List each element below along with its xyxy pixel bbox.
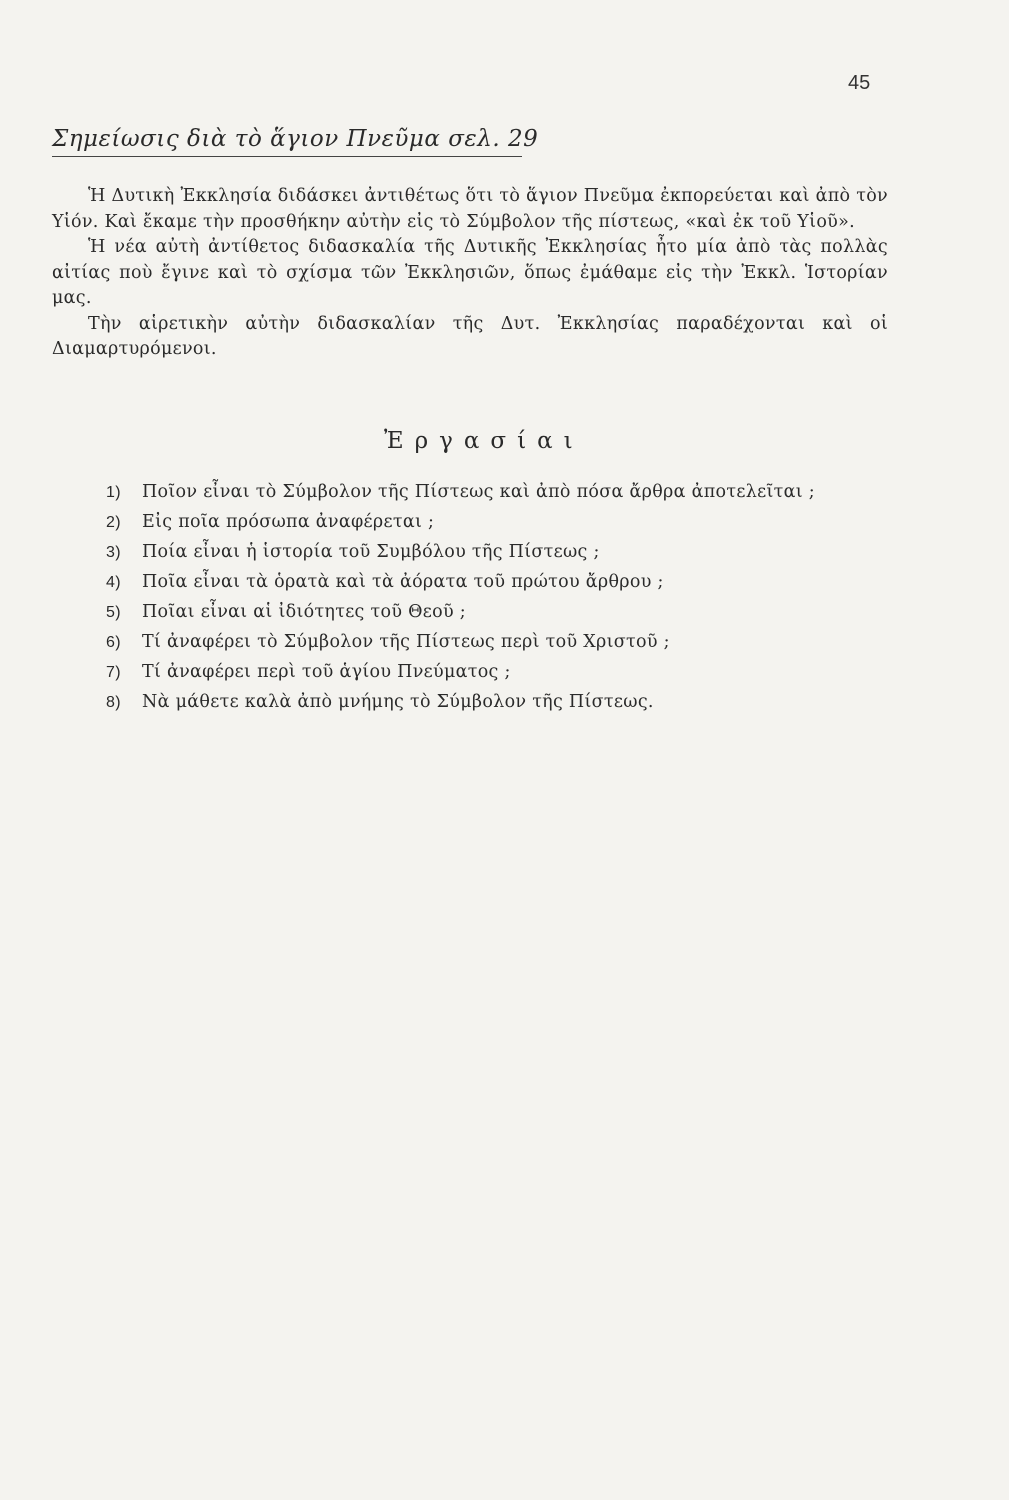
task-item xyxy=(106,662,886,692)
task-item xyxy=(106,692,886,722)
task-number: 7) xyxy=(106,664,121,681)
task-text: Εἰς ποῖα πρόσωπα ἀναφέρεται ; xyxy=(142,512,435,532)
task-item xyxy=(106,602,886,632)
task-item xyxy=(106,482,886,512)
task-item xyxy=(106,512,886,542)
section-title: Ἐργασίαι xyxy=(384,428,584,454)
note-body xyxy=(52,184,888,363)
paragraph: Ἡ νέα αὐτὴ ἀντίθετος διδασκαλία τῆς Δυτικῆς Ἐκκλησίας ἦτο μία ἀπὸ τὰς πολλὰς αἰτίας ποὺ ἔγινε καὶ τὸ σχίσμα τῶν Ἐκκλησιῶν, ὅπως ἐμάθαμε εἰς τὴν Ἐκκλ. Ἱστορίαν μας. xyxy=(52,237,888,308)
task-number: 5) xyxy=(106,604,121,621)
task-number: 8) xyxy=(106,694,121,711)
task-text: Ποία εἶναι ἡ ἱστορία τοῦ Συμβόλου τῆς Πίστεως ; xyxy=(142,542,600,562)
task-number: 4) xyxy=(106,574,121,591)
task-text: Τί ἀναφέρει τὸ Σύμβολον τῆς Πίστεως περὶ τοῦ Χριστοῦ ; xyxy=(142,632,670,652)
note-heading: Σημείωσις διὰ τὸ ἅγιον Πνεῦμα σελ. 29 xyxy=(52,126,522,157)
paragraph: Ἡ Δυτικὴ Ἐκκλησία διδάσκει ἀντιθέτως ὅτι τὸ ἅγιον Πνεῦμα ἐκπορεύεται καὶ ἀπὸ τὸν Υἱόν. Καὶ ἔκαμε τὴν προσθήκην αὐτὴν εἰς τὸ Σύμβολον τῆς πίστεως, «καὶ ἐκ τοῦ Υἱοῦ». xyxy=(52,186,888,232)
task-text: Ποῖα εἶναι τὰ ὁρατὰ καὶ τὰ ἀόρατα τοῦ πρώτου ἄρθρου ; xyxy=(142,572,664,592)
task-item xyxy=(106,632,886,662)
task-text: Ποῖον εἶναι τὸ Σύμβολον τῆς Πίστεως καὶ ἀπὸ πόσα ἄρθρα ἀποτελεῖται ; xyxy=(142,482,815,502)
task-text: Τί ἀναφέρει περὶ τοῦ ἁγίου Πνεύματος ; xyxy=(142,662,511,682)
task-number: 2) xyxy=(106,514,121,531)
page-number: 45 xyxy=(848,72,871,94)
task-list xyxy=(106,482,886,722)
task-text: Ποῖαι εἶναι αἱ ἰδιότητες τοῦ Θεοῦ ; xyxy=(142,602,466,622)
task-text: Νὰ μάθετε καλὰ ἀπὸ μνήμης τὸ Σύμβολον τῆς Πίστεως. xyxy=(142,692,654,712)
task-number: 1) xyxy=(106,484,121,501)
task-item xyxy=(106,572,886,602)
task-number: 6) xyxy=(106,634,121,651)
task-number: 3) xyxy=(106,544,121,561)
paragraph: Τὴν αἱρετικὴν αὐτὴν διδασκαλίαν τῆς Δυτ. Ἐκκλησίας παραδέχονται καὶ οἱ Διαμαρτυρόμενοι. xyxy=(52,313,888,359)
task-item xyxy=(106,542,886,572)
